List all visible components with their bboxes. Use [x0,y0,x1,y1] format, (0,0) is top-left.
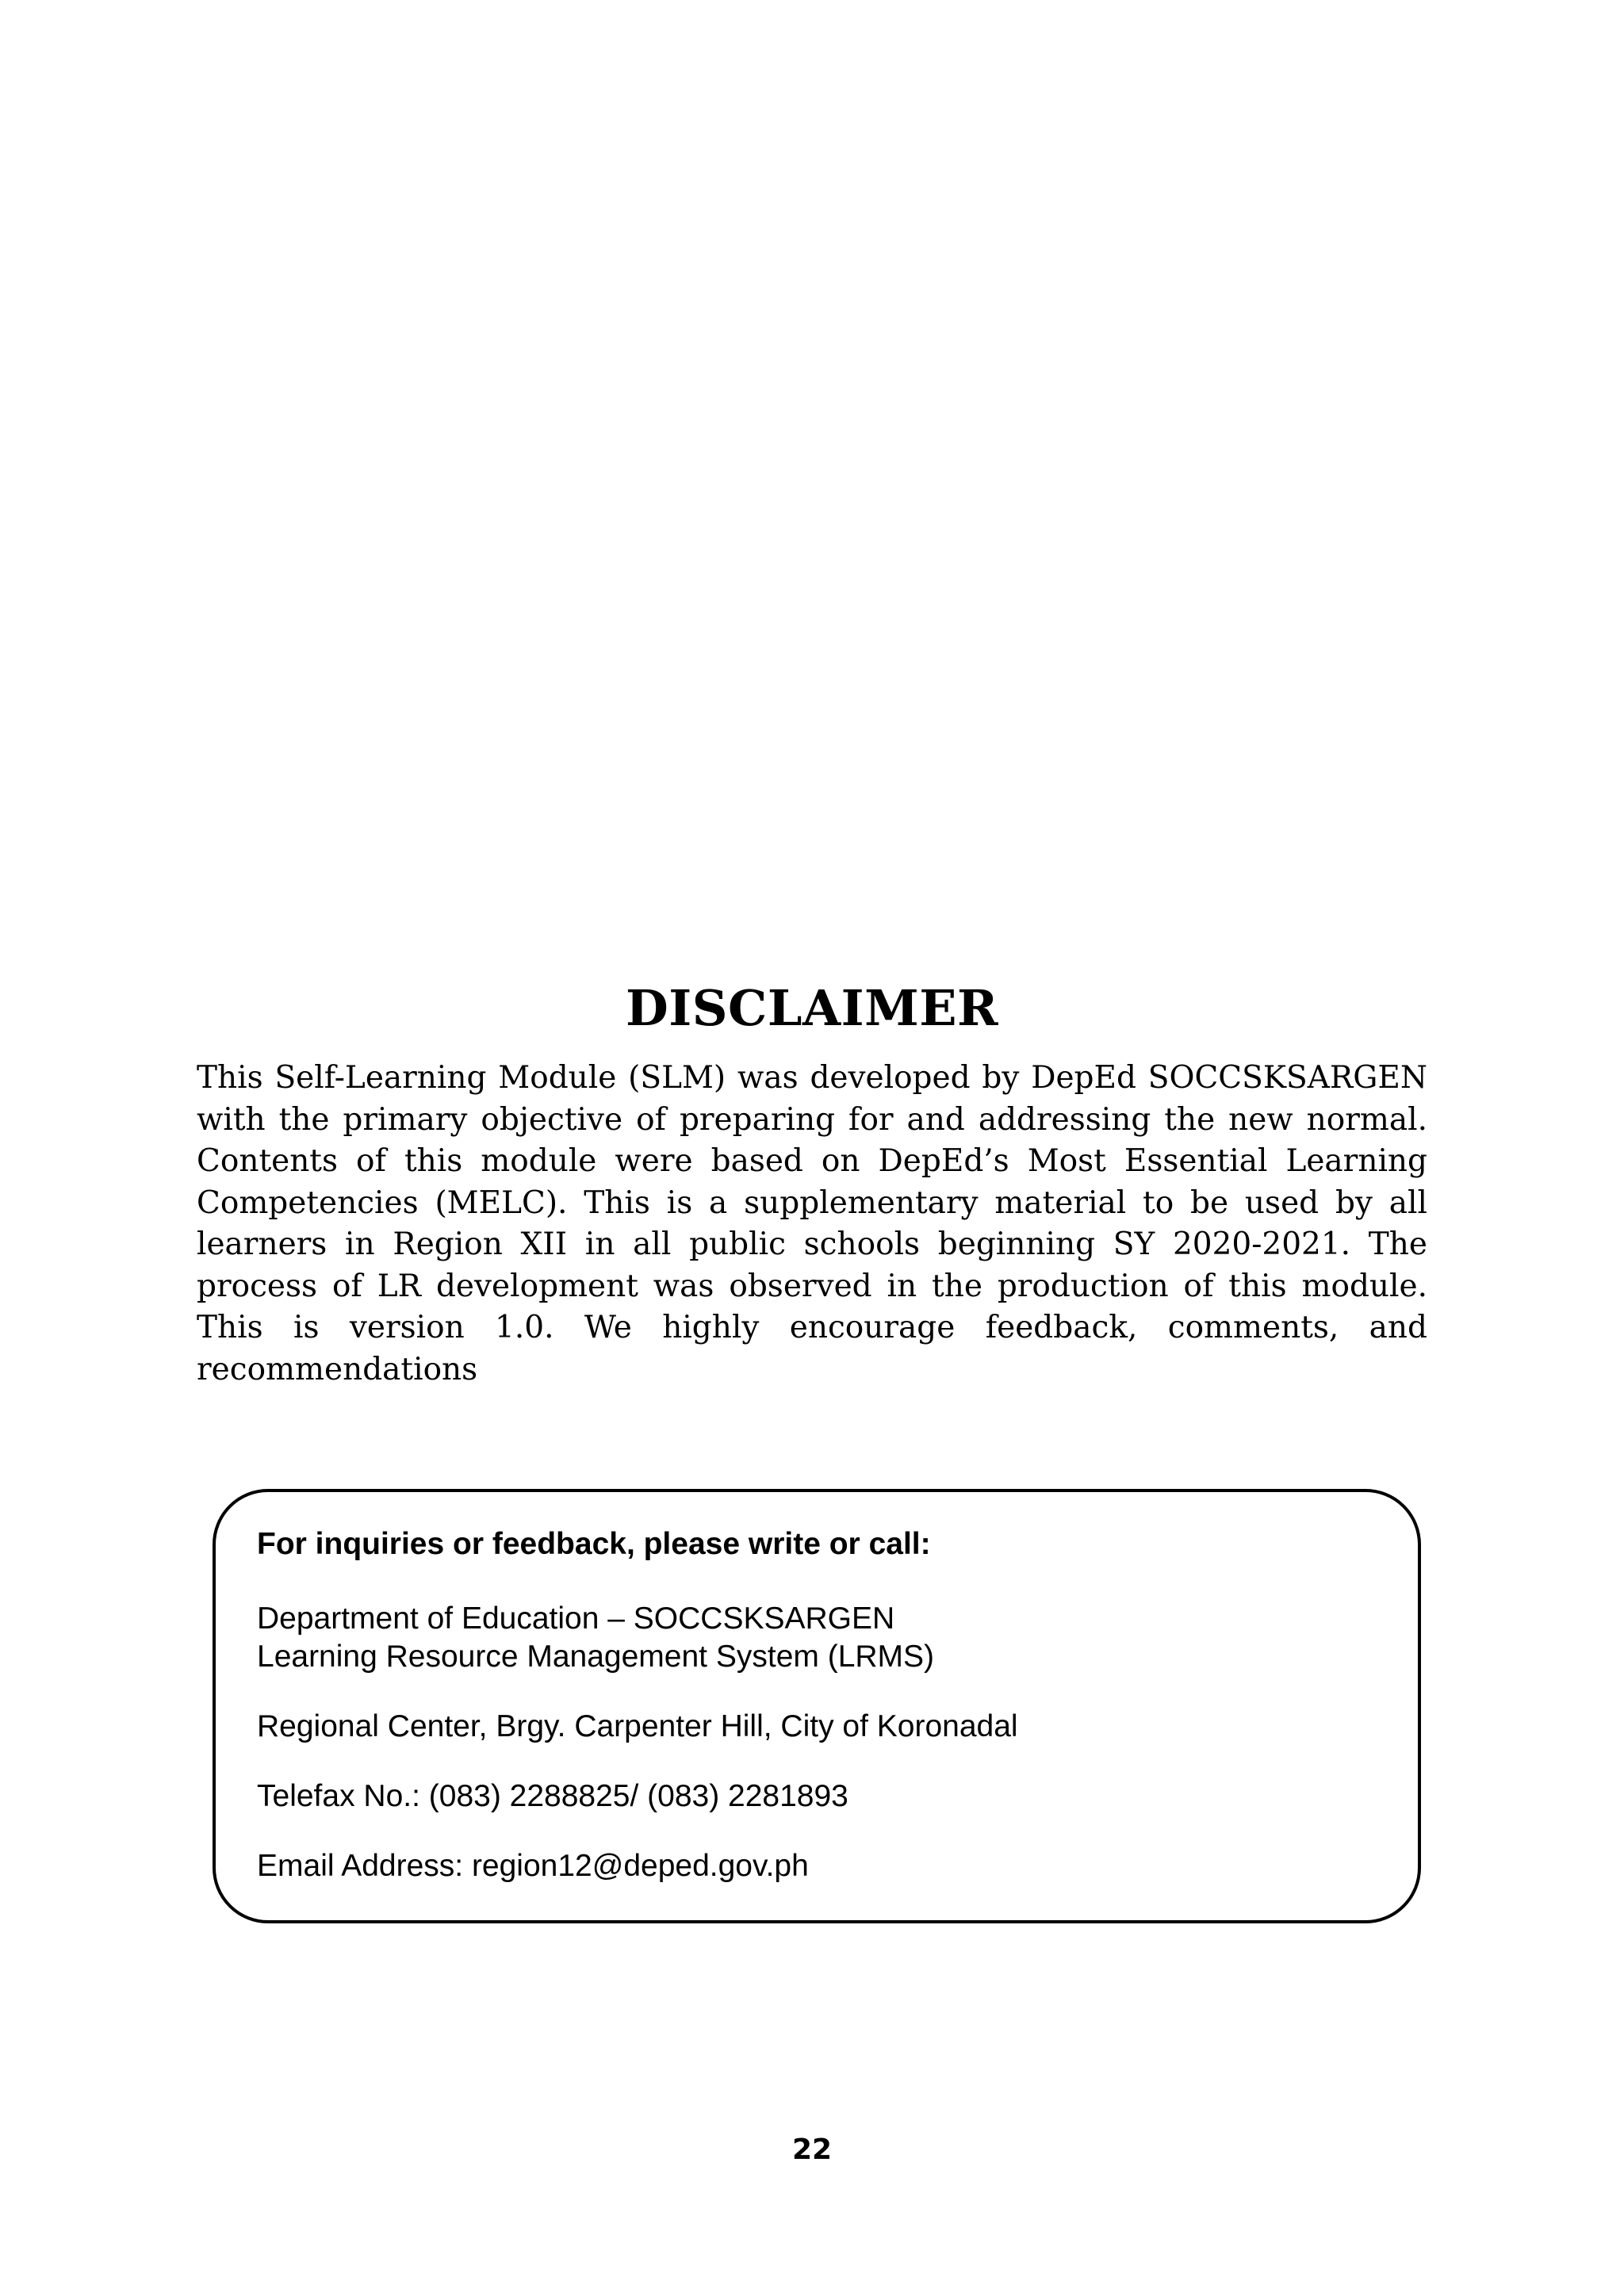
disclaimer-title: DISCLAIMER [626,979,998,1037]
contact-email: Email Address: region12@deped.gov.ph [257,1849,809,1883]
contact-system: Learning Resource Management System (LRMS) [257,1640,935,1674]
contact-telefax: Telefax No.: (083) 2288825/ (083) 2281893 [257,1779,848,1813]
contact-heading: For inquiries or feedback, please write or call: [257,1527,931,1561]
contact-address: Regional Center, Brgy. Carpenter Hill, City of Koronadal [257,1709,1018,1743]
disclaimer-body: This Self-Learning Module (SLM) was developed by DepEd SOCCSKSARGEN with the primary objective of preparing for and addressing the new normal. Contents of this module were based on DepEd’s Most Essential Learning Competencies (MELC). This is a supplementary material to be used by all learners in Region XII in all public schools beginning SY 2020-2021. The process of LR development was observed in the production of this module. This is version 1.0. We highly encourage feedback, comments, and recommendations [197,1060,1427,1387]
contact-department: Department of Education – SOCCSKSARGEN [257,1601,895,1636]
page-number: 22 [791,2133,833,2166]
